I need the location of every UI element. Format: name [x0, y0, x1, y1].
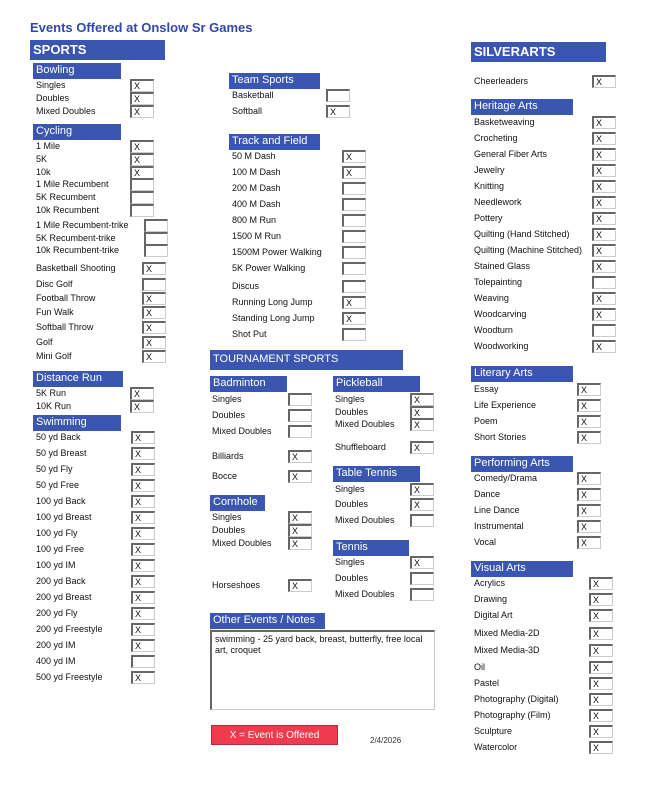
offered-checkbox-doubles[interactable]: X: [410, 498, 434, 511]
page-title: Events Offered at Onslow Sr Games: [30, 20, 253, 35]
offered-checkbox-100-yd-im[interactable]: X: [131, 559, 155, 572]
event-label: 500 yd Freestyle: [36, 672, 103, 682]
offered-checkbox-50-yd-back[interactable]: X: [131, 431, 155, 444]
offered-checkbox-10k-run[interactable]: X: [130, 400, 154, 413]
event-label: 10k: [36, 167, 51, 177]
offered-checkbox-200-yd-im[interactable]: X: [131, 639, 155, 652]
event-label: 100 yd Free: [36, 544, 85, 554]
event-label: Singles: [212, 512, 242, 522]
event-label: Line Dance: [474, 505, 520, 515]
event-label: Acrylics: [474, 578, 505, 588]
heritage-arts-header: Heritage Arts: [471, 99, 573, 115]
offered-checkbox-crocheting[interactable]: X: [592, 132, 616, 145]
offered-checkbox-woodturn[interactable]: [592, 324, 616, 337]
event-label: Cheerleaders: [474, 76, 529, 86]
offered-checkbox-mini-golf[interactable]: X: [142, 350, 166, 363]
event-label: 100 yd Fly: [36, 528, 78, 538]
offered-checkbox-bocce[interactable]: X: [288, 470, 312, 483]
offered-checkbox-400-yd-im[interactable]: [131, 655, 155, 668]
offered-checkbox-sculpture[interactable]: X: [589, 725, 613, 738]
offered-checkbox-poem[interactable]: X: [577, 415, 601, 428]
event-label: 10k Recumbent: [36, 205, 100, 215]
performing-arts-header: Performing Arts: [471, 456, 573, 472]
event-label: Life Experience: [474, 400, 537, 410]
silverarts-header: SILVERARTS: [471, 42, 606, 62]
offered-checkbox-singles[interactable]: X: [130, 79, 154, 92]
event-label: 5K Recumbent-trike: [36, 233, 116, 243]
offered-checkbox-mixed-doubles[interactable]: X: [130, 105, 154, 118]
event-label: Singles: [335, 484, 365, 494]
cycling-header: Cycling: [33, 124, 121, 140]
event-label: Woodturn: [474, 325, 513, 335]
offered-checkbox-400-m-dash[interactable]: [342, 198, 366, 211]
event-label: Photography (Digital): [474, 694, 559, 704]
event-label: Short Stories: [474, 432, 527, 442]
event-label: Mixed Doubles: [212, 538, 272, 548]
badminton-header: Badminton: [210, 376, 287, 392]
offered-checkbox-doubles[interactable]: [410, 572, 434, 585]
event-label: Football Throw: [36, 293, 96, 303]
other-events-header: Other Events / Notes: [210, 613, 325, 629]
event-label: Woodcarving: [474, 309, 527, 319]
event-label: Quilting (Hand Stitched): [474, 229, 570, 239]
event-label: Weaving: [474, 293, 509, 303]
offered-checkbox-shot-put[interactable]: [342, 328, 366, 341]
offered-checkbox-1-mile-recumbent[interactable]: [130, 178, 154, 191]
offered-checkbox-quilting-machine-stitched[interactable]: X: [592, 244, 616, 257]
offered-checkbox-jewelry[interactable]: X: [592, 164, 616, 177]
offered-checkbox-mixed-media-3d[interactable]: X: [589, 644, 613, 657]
event-label: Singles: [335, 394, 365, 404]
offered-checkbox-tolepainting[interactable]: [592, 276, 616, 289]
offered-checkbox-woodcarving[interactable]: X: [592, 308, 616, 321]
event-label: 400 M Dash: [232, 199, 281, 209]
event-label: Needlework: [474, 197, 522, 207]
event-label: Shot Put: [232, 329, 267, 339]
event-label: Quilting (Machine Stitched): [474, 245, 583, 255]
event-label: 200 yd Back: [36, 576, 86, 586]
offered-checkbox-discus[interactable]: [342, 280, 366, 293]
event-label: 200 yd Fly: [36, 608, 78, 618]
event-label: Stained Glass: [474, 261, 531, 271]
event-label: Oil: [474, 662, 485, 672]
event-label: Golf: [36, 337, 53, 347]
offered-checkbox-short-stories[interactable]: X: [577, 431, 601, 444]
offered-checkbox-doubles[interactable]: [288, 409, 312, 422]
event-label: 100 yd Back: [36, 496, 86, 506]
event-label: 10K Run: [36, 401, 72, 411]
offered-checkbox-running-long-jump[interactable]: X: [342, 296, 366, 309]
event-label: 5K: [36, 154, 48, 164]
offered-checkbox-digital-art[interactable]: X: [589, 609, 613, 622]
offered-checkbox-watercolor[interactable]: X: [589, 741, 613, 754]
event-label: Softball Throw: [36, 322, 94, 332]
event-label: Pastel: [474, 678, 500, 688]
event-label: 200 M Dash: [232, 183, 281, 193]
offered-checkbox-50-yd-breast[interactable]: X: [131, 447, 155, 460]
offered-checkbox-mixed-doubles[interactable]: [410, 588, 434, 601]
event-label: Pottery: [474, 213, 503, 223]
event-label: 1500 M Run: [232, 231, 282, 241]
offered-checkbox-singles[interactable]: X: [410, 556, 434, 569]
offered-checkbox-singles[interactable]: [288, 393, 312, 406]
offered-checkbox-100-m-dash[interactable]: X: [342, 166, 366, 179]
offered-checkbox-10k-recumbent[interactable]: [130, 204, 154, 217]
offered-checkbox-10k[interactable]: X: [130, 166, 154, 179]
event-label: Mixed Media-2D: [474, 628, 540, 638]
event-label: Singles: [36, 80, 66, 90]
offered-checkbox-essay[interactable]: X: [577, 383, 601, 396]
offered-checkbox-photography-film[interactable]: X: [589, 709, 613, 722]
offered-checkbox-100-yd-back[interactable]: X: [131, 495, 155, 508]
tennis-header: Tennis: [333, 540, 409, 556]
offered-checkbox-1-mile[interactable]: X: [130, 140, 154, 153]
offered-checkbox-basketweaving[interactable]: X: [592, 116, 616, 129]
event-label: Sculpture: [474, 726, 513, 736]
offered-checkbox-shuffleboard[interactable]: X: [410, 441, 434, 454]
swimming-header: Swimming: [33, 415, 121, 431]
offered-checkbox-10k-recumbent-trike[interactable]: [144, 244, 168, 257]
offered-checkbox-50-yd-free[interactable]: X: [131, 479, 155, 492]
event-label: Standing Long Jump: [232, 313, 315, 323]
offered-checkbox-mixed-doubles[interactable]: X: [288, 537, 312, 550]
sports-header: SPORTS: [30, 40, 165, 60]
event-label: 200 yd Breast: [36, 592, 92, 602]
offered-checkbox-mixed-doubles[interactable]: [410, 514, 434, 527]
track-field-header: Track and Field: [229, 134, 320, 150]
event-label: Mixed Doubles: [212, 426, 272, 436]
offered-checkbox-horseshoes[interactable]: X: [288, 579, 312, 592]
offered-checkbox-50-yd-fly[interactable]: X: [131, 463, 155, 476]
offered-checkbox-doubles[interactable]: X: [288, 524, 312, 537]
event-label: 100 yd IM: [36, 560, 76, 570]
event-label: 5K Power Walking: [232, 263, 306, 273]
event-label: Knitting: [474, 181, 505, 191]
pickleball-header: Pickleball: [333, 376, 420, 392]
offered-checkbox-softball-throw[interactable]: X: [142, 321, 166, 334]
event-label: Billiards: [212, 451, 244, 461]
offered-checkbox-basketball-shooting[interactable]: X: [142, 262, 166, 275]
offered-checkbox-800-m-run[interactable]: [342, 214, 366, 227]
offered-checkbox-drawing[interactable]: X: [589, 593, 613, 606]
offered-checkbox-needlework[interactable]: X: [592, 196, 616, 209]
offered-checkbox-200-yd-breast[interactable]: X: [131, 591, 155, 604]
offered-checkbox-100-yd-fly[interactable]: X: [131, 527, 155, 540]
offered-checkbox-dance[interactable]: X: [577, 488, 601, 501]
offered-checkbox-cheerleaders[interactable]: X: [592, 75, 616, 88]
offered-checkbox-acrylics[interactable]: X: [589, 577, 613, 590]
event-label: Mixed Doubles: [335, 419, 395, 429]
cornhole-header: Cornhole: [210, 495, 265, 511]
offered-checkbox-1-mile-recumbent-trike[interactable]: [144, 219, 168, 232]
offered-checkbox-50-m-dash[interactable]: X: [342, 150, 366, 163]
event-label: Doubles: [212, 410, 246, 420]
event-label: 10k Recumbent-trike: [36, 245, 120, 255]
event-label: 800 M Run: [232, 215, 277, 225]
event-label: Watercolor: [474, 742, 518, 752]
event-label: Digital Art: [474, 610, 513, 620]
event-label: Basketweaving: [474, 117, 535, 127]
event-label: Doubles: [335, 407, 369, 417]
event-label: Disc Golf: [36, 279, 73, 289]
event-label: Mixed Doubles: [36, 106, 96, 116]
offered-checkbox-mixed-doubles[interactable]: X: [410, 418, 434, 431]
offered-checkbox-5k-recumbent[interactable]: [130, 191, 154, 204]
offered-checkbox-doubles[interactable]: X: [410, 406, 434, 419]
offered-checkbox-vocal[interactable]: X: [577, 536, 601, 549]
literary-arts-header: Literary Arts: [471, 366, 573, 382]
offered-checkbox-instrumental[interactable]: X: [577, 520, 601, 533]
offered-checkbox-200-yd-freestyle[interactable]: X: [131, 623, 155, 636]
event-label: 1 Mile: [36, 141, 61, 151]
event-label: 1 Mile Recumbent: [36, 179, 109, 189]
event-label: Softball: [232, 106, 263, 116]
offered-checkbox-knitting[interactable]: X: [592, 180, 616, 193]
event-label: Comedy/Drama: [474, 473, 538, 483]
event-label: 100 M Dash: [232, 167, 281, 177]
event-label: Drawing: [474, 594, 508, 604]
event-label: 400 yd IM: [36, 656, 76, 666]
offered-checkbox-line-dance[interactable]: X: [577, 504, 601, 517]
event-label: 1500M Power Walking: [232, 247, 322, 257]
event-label: Horseshoes: [212, 580, 261, 590]
event-label: 200 yd IM: [36, 640, 76, 650]
offered-checkbox-5k[interactable]: X: [130, 153, 154, 166]
offered-checkbox-100-yd-breast[interactable]: X: [131, 511, 155, 524]
event-label: 5K Recumbent: [36, 192, 96, 202]
event-label: Vocal: [474, 537, 497, 547]
distance-run-header: Distance Run: [33, 371, 123, 387]
event-label: Doubles: [335, 499, 369, 509]
event-label: Shuffleboard: [335, 442, 386, 452]
event-label: Mini Golf: [36, 351, 72, 361]
offered-checkbox-pottery[interactable]: X: [592, 212, 616, 225]
offered-checkbox-disc-golf[interactable]: [142, 278, 166, 291]
event-label: Mixed Doubles: [335, 515, 395, 525]
event-label: Doubles: [36, 93, 70, 103]
event-label: Woodworking: [474, 341, 529, 351]
event-label: 1 Mile Recumbent-trike: [36, 220, 129, 230]
offered-checkbox-5k-run[interactable]: X: [130, 387, 154, 400]
bowling-header: Bowling: [33, 63, 121, 79]
event-label: 50 yd Fly: [36, 464, 73, 474]
event-label: Doubles: [335, 573, 369, 583]
event-label: Running Long Jump: [232, 297, 313, 307]
offered-checkbox-singles[interactable]: X: [410, 483, 434, 496]
event-label: Fun Walk: [36, 307, 74, 317]
offered-checkbox-billiards[interactable]: X: [288, 450, 312, 463]
event-label: 50 yd Free: [36, 480, 80, 490]
event-label: Instrumental: [474, 521, 524, 531]
offered-checkbox-photography-digital[interactable]: X: [589, 693, 613, 706]
offered-checkbox-mixed-doubles[interactable]: [288, 425, 312, 438]
offered-checkbox-500-yd-freestyle[interactable]: X: [131, 671, 155, 684]
offered-checkbox-standing-long-jump[interactable]: X: [342, 312, 366, 325]
offered-checkbox-100-yd-free[interactable]: X: [131, 543, 155, 556]
event-label: Essay: [474, 384, 499, 394]
event-label: Jewelry: [474, 165, 505, 175]
offered-checkbox-softball[interactable]: X: [326, 105, 350, 118]
event-label: 50 yd Breast: [36, 448, 87, 458]
offered-checkbox-1500-m-run[interactable]: [342, 230, 366, 243]
offered-checkbox-quilting-hand-stitched[interactable]: X: [592, 228, 616, 241]
offered-checkbox-singles[interactable]: X: [410, 393, 434, 406]
offered-checkbox-200-yd-back[interactable]: X: [131, 575, 155, 588]
offered-checkbox-life-experience[interactable]: X: [577, 399, 601, 412]
event-label: General Fiber Arts: [474, 149, 548, 159]
event-label: Singles: [212, 394, 242, 404]
legend-badge: X = Event is Offered: [211, 725, 338, 745]
event-label: Discus: [232, 281, 260, 291]
event-label: Mixed Media-3D: [474, 645, 540, 655]
other-events-notes[interactable]: swimming - 25 yard back, breast, butterfly, free local art, croquet: [210, 630, 435, 710]
offered-checkbox-200-m-dash[interactable]: [342, 182, 366, 195]
event-label: 200 yd Freestyle: [36, 624, 103, 634]
tournament-sports-header: TOURNAMENT SPORTS: [210, 350, 403, 370]
offered-checkbox-singles[interactable]: X: [288, 511, 312, 524]
event-label: Poem: [474, 416, 498, 426]
event-label: Basketball: [232, 90, 274, 100]
offered-checkbox-general-fiber-arts[interactable]: X: [592, 148, 616, 161]
date-label: 2/4/2026: [370, 736, 402, 745]
event-label: Mixed Doubles: [335, 589, 395, 599]
offered-checkbox-mixed-media-2d[interactable]: X: [589, 627, 613, 640]
event-label: Bocce: [212, 471, 238, 481]
offered-checkbox-200-yd-fly[interactable]: X: [131, 607, 155, 620]
team-sports-header: Team Sports: [229, 73, 320, 89]
offered-checkbox-weaving[interactable]: X: [592, 292, 616, 305]
event-label: Tolepainting: [474, 277, 523, 287]
offered-checkbox-golf[interactable]: X: [142, 336, 166, 349]
offered-checkbox-comedy-drama[interactable]: X: [577, 472, 601, 485]
event-label: Doubles: [212, 525, 246, 535]
offered-checkbox-doubles[interactable]: X: [130, 92, 154, 105]
event-label: Dance: [474, 489, 501, 499]
event-label: Crocheting: [474, 133, 518, 143]
event-label: Photography (Film): [474, 710, 551, 720]
offered-checkbox-fun-walk[interactable]: X: [142, 306, 166, 319]
visual-arts-header: Visual Arts: [471, 561, 573, 577]
event-label: 5K Run: [36, 388, 67, 398]
event-label: 50 M Dash: [232, 151, 276, 161]
table-tennis-header: Table Tennis: [333, 466, 420, 482]
event-label: Basketball Shooting: [36, 263, 116, 273]
event-label: 50 yd Back: [36, 432, 81, 442]
offered-checkbox-5k-power-walking[interactable]: [342, 262, 366, 275]
event-label: Singles: [335, 557, 365, 567]
offered-checkbox-pastel[interactable]: X: [589, 677, 613, 690]
offered-checkbox-basketball[interactable]: [326, 89, 350, 102]
offered-checkbox-football-throw[interactable]: X: [142, 292, 166, 305]
event-label: 100 yd Breast: [36, 512, 92, 522]
offered-checkbox-woodworking[interactable]: X: [592, 340, 616, 353]
offered-checkbox-1500m-power-walking[interactable]: [342, 246, 366, 259]
offered-checkbox-stained-glass[interactable]: X: [592, 260, 616, 273]
offered-checkbox-oil[interactable]: X: [589, 661, 613, 674]
